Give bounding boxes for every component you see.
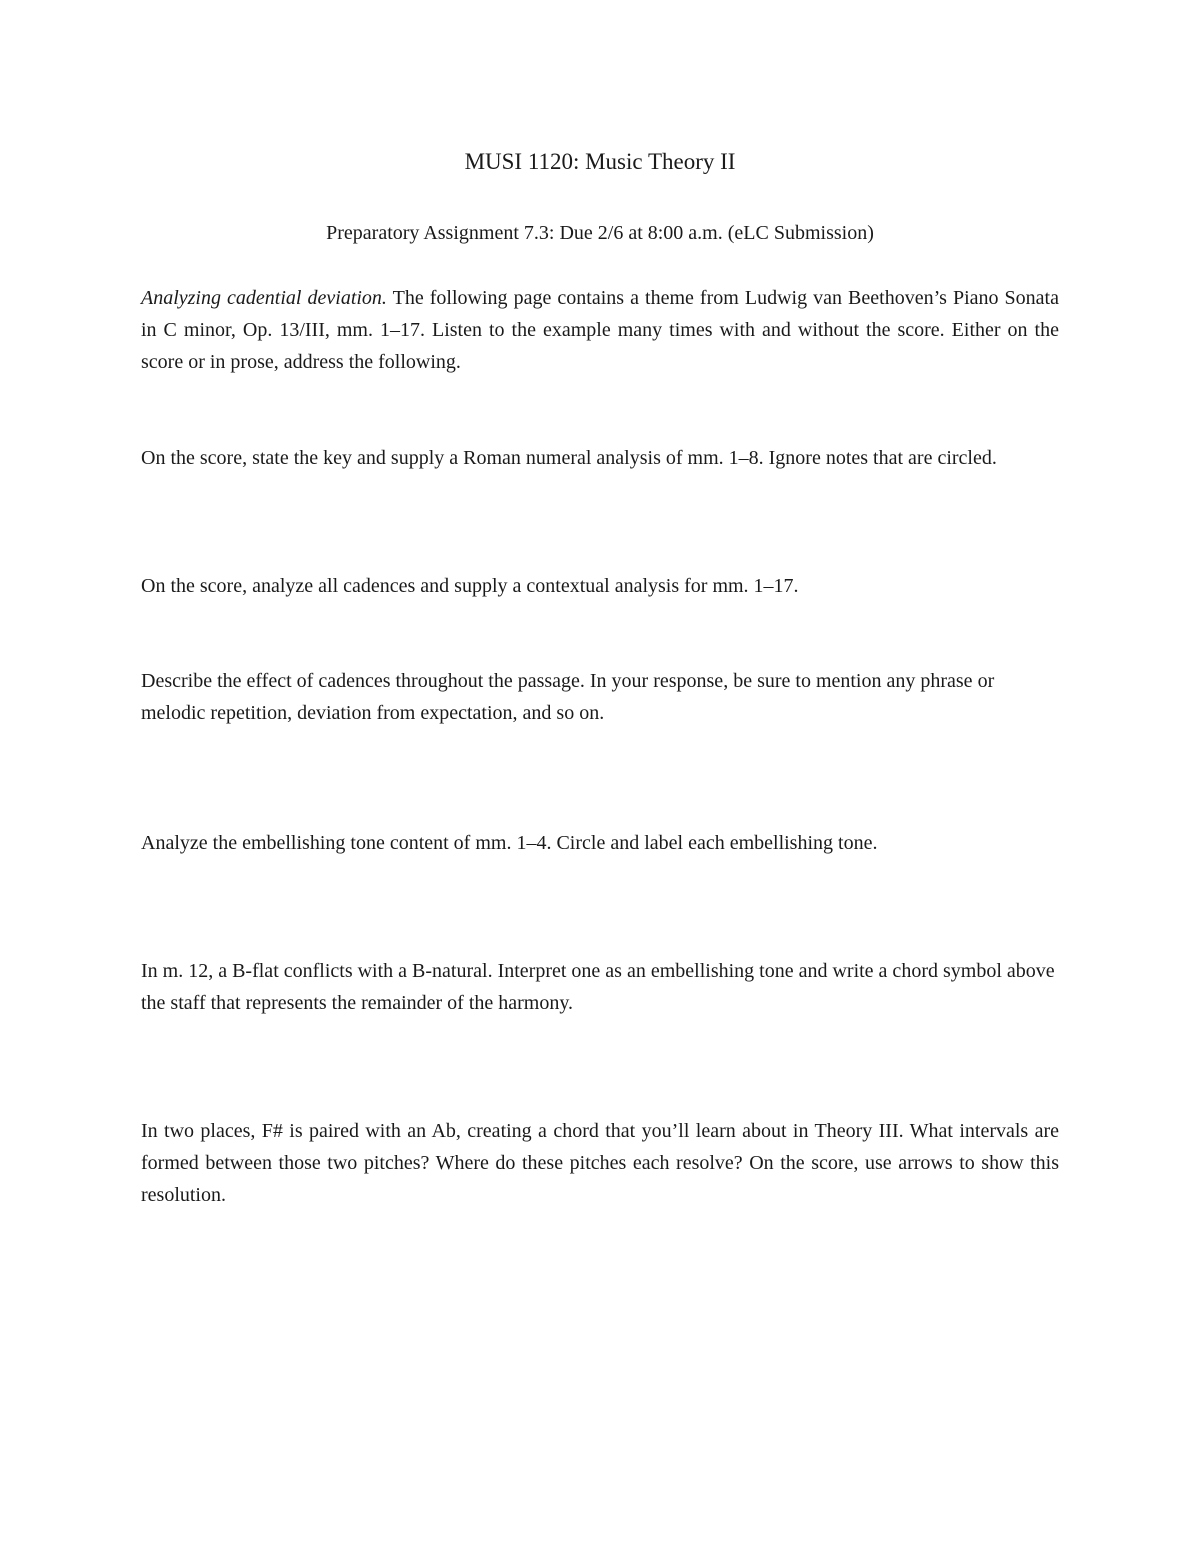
intro-lead: Analyzing cadential deviation. — [141, 287, 387, 309]
question-2: On the score, analyze all cadences and supply a contextual analysis for mm. 1–17. — [141, 575, 799, 597]
intro-text: The following page contains a theme from Ludwig van Beethoven’s Piano Sonata in C minor, Op. 13/III, mm. 1–17. Listen to the example many times with and without the score. Either on the score or in prose, address the following. — [141, 287, 1059, 373]
question-6: In two places, F# is paired with an Ab, creating a chord that you’ll learn about in Theory III. What intervals are formed between those two pitches? Where do these pitches each resolve? On the score, use arrows to show this resolution. — [141, 1120, 1059, 1206]
question-4: Analyze the embellishing tone content of mm. 1–4. Circle and label each embellishing tone. — [141, 832, 878, 854]
question-1: On the score, state the key and supply a Roman numeral analysis of mm. 1–8. Ignore notes that are circled. — [141, 447, 997, 469]
assignment-subtitle: Preparatory Assignment 7.3: Due 2/6 at 8:00 a.m. (eLC Submission) — [326, 222, 874, 244]
question-5: In m. 12, a B-flat conflicts with a B-natural. Interpret one as an embellishing tone and write a chord symbol above the staff that represents the remainder of the harmony. — [141, 960, 1055, 1014]
page-title: MUSI 1120: Music Theory II — [464, 149, 736, 174]
intro-paragraph — [141, 282, 1059, 378]
question-3: Describe the effect of cadences throughout the passage. In your response, be sure to mention any phrase or melodic repetition, deviation from expectation, and so on. — [141, 670, 995, 724]
